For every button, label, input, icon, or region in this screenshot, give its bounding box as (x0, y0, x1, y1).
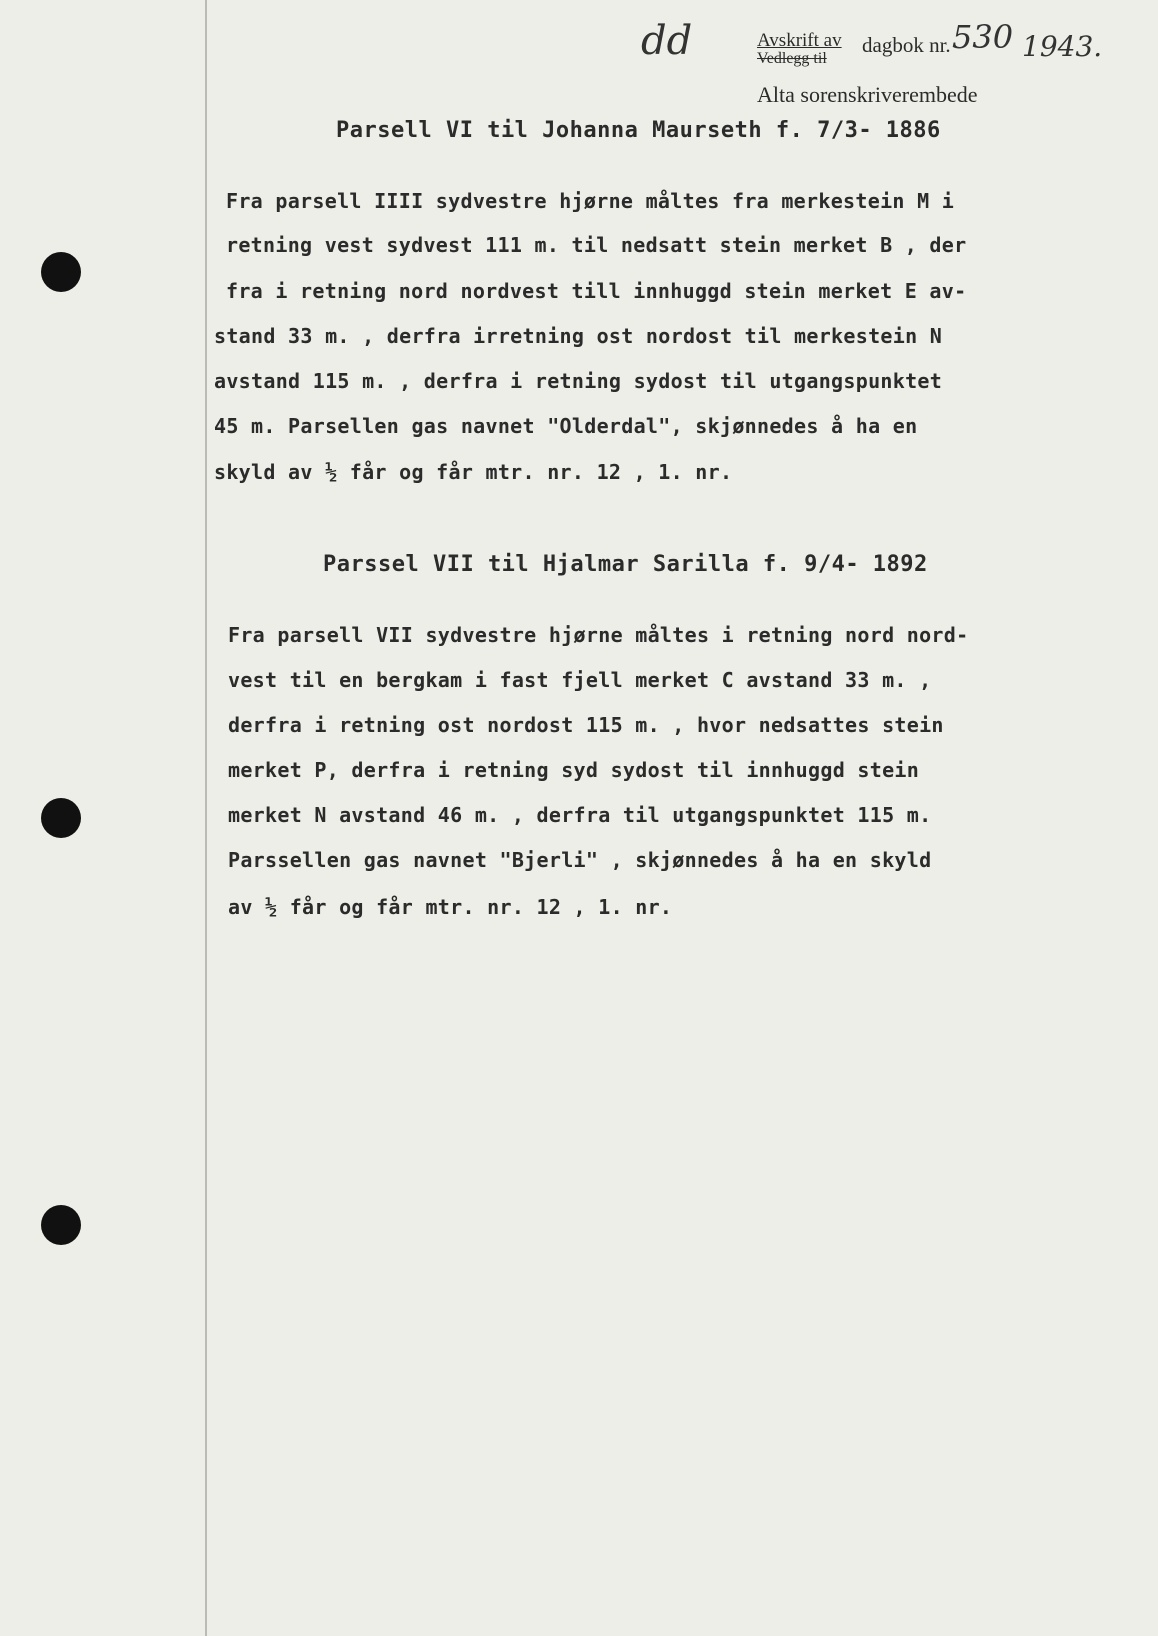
punch-hole-top (41, 252, 81, 292)
section1-line: avstand 115 m. , derfra i retning sydost til utgangspunktet (214, 369, 943, 393)
section2-line: merket P, derfra i retning syd sydost til innhuggd stein (228, 758, 920, 782)
section1-line: 45 m. Parsellen gas navnet "Olderdal", skjønnedes å ha en (214, 414, 918, 438)
section2-line: derfra i retning ost nordost 115 m. , hvor nedsattes stein (228, 713, 944, 737)
section1-line: stand 33 m. , derfra irretning ost nordost til merkestein N (214, 324, 943, 348)
stamp-vedlegg-struck: Vedlegg til (757, 50, 827, 67)
stamp-avskrift: Avskrift av (757, 30, 842, 51)
section2-line: merket N avstand 46 m. , derfra til utgangspunktet 115 m. (228, 803, 932, 827)
section1-line: fra i retning nord nordvest till innhuggd stein merket E av- (226, 279, 967, 303)
section2-line: Fra parsell VII sydvestre hjørne måltes i retning nord nord- (228, 623, 969, 647)
section2-line: Parssellen gas navnet "Bjerli" , skjønnedes å ha en skyld (228, 848, 932, 872)
section2-line: av ½ får og får mtr. nr. 12 , 1. nr. (228, 895, 673, 919)
margin-rule (205, 0, 207, 1636)
punch-hole-bottom (41, 1205, 81, 1245)
dagbok-year: 1943. (1022, 30, 1103, 63)
stamp-office: Alta sorenskriverembede (757, 82, 978, 107)
handwritten-initials: dd (641, 18, 693, 64)
dagbok-number: 530 (952, 18, 1014, 56)
section1-heading: Parsell VI til Johanna Maurseth f. 7/3- 1886 (336, 118, 941, 143)
section2-heading: Parssel VII til Hjalmar Sarilla f. 9/4- 1892 (323, 552, 928, 577)
punch-hole-middle (41, 798, 81, 838)
stamp-dagbok: dagbok nr. (862, 33, 951, 57)
section2-line: vest til en bergkam i fast fjell merket C avstand 33 m. , (228, 668, 932, 692)
section1-line: skyld av ½ får og får mtr. nr. 12 , 1. nr. (214, 460, 733, 484)
section1-line: Fra parsell IIII sydvestre hjørne måltes fra merkestein M i (226, 189, 955, 213)
section1-line: retning vest sydvest 111 m. til nedsatt stein merket B , der (226, 233, 967, 257)
